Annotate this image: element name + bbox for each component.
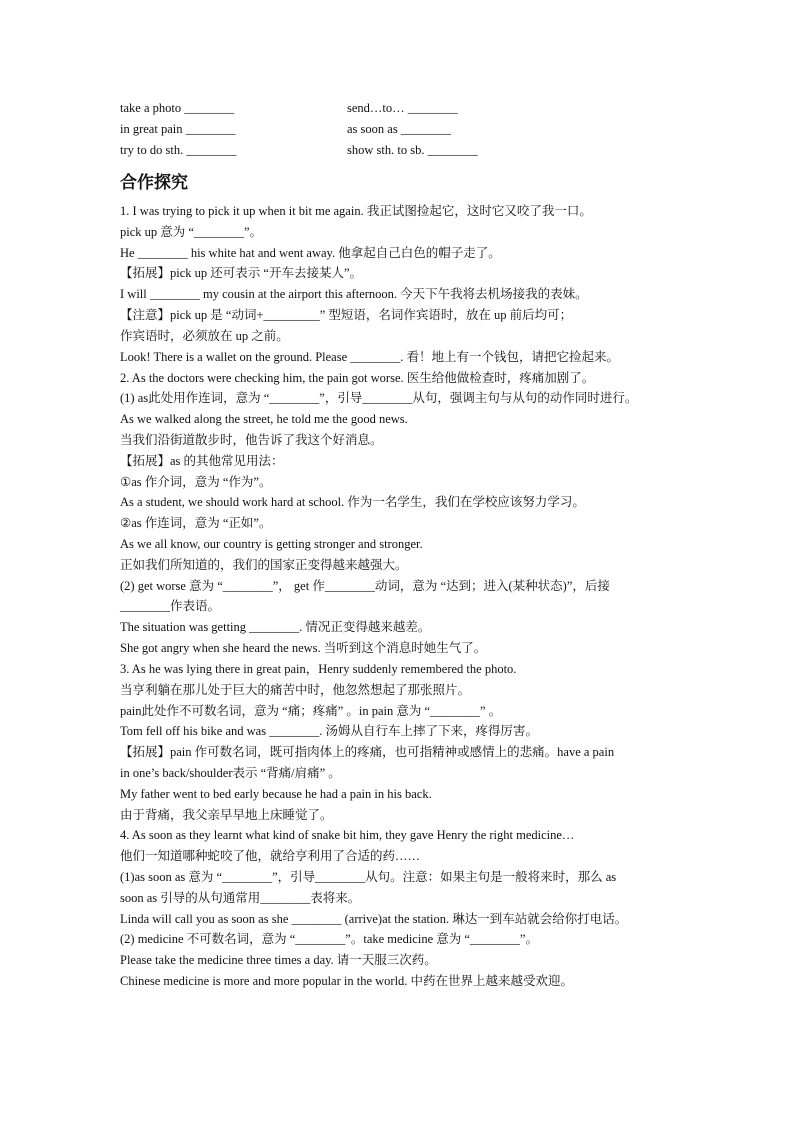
vocab-item: in great pain ________ — [120, 122, 236, 136]
text-line: As we all know, our country is getting stronger and stronger. — [120, 537, 423, 551]
text-line: He ________ his white hat and went away. 他拿起自己白色的帽子走了。 — [120, 245, 501, 260]
text-line: ________作表语。 — [120, 599, 221, 614]
text-line: (1)as soon as 意为 “________”，引导________从句。注意：如果主句是一般将来时，那么 as — [120, 870, 617, 884]
vocab-item: send…to… ________ — [347, 101, 458, 115]
vocab-item: take a photo ________ — [120, 101, 235, 115]
text-line: She got angry when she heard the news. 当听到这个消息时她生气了。 — [120, 641, 487, 656]
text-line: Tom fell off his bike and was ________. 汤姆从自行车上摔了下来，疼得厉害。 — [120, 724, 538, 739]
text-line: Please take the medicine three times a day. 请一天服三次药。 — [120, 953, 437, 968]
text-line: (2) get worse 意为 “________”， get 作________动词，意为 “达到；进入(某种状态)”，后接 — [120, 578, 610, 593]
text-line: 2. As the doctors were checking him, the pain got worse. 医生给他做检查时，疼痛加剧了。 — [120, 370, 595, 385]
text-line: 【注意】pick up 是 “动词+_________” 型短语，名词作宾语时，放在 up 前后均可； — [120, 308, 573, 323]
text-line: 作宾语时，必须放在 up 之前。 — [120, 328, 289, 343]
text-line: pick up 意为 “________”。 — [120, 224, 262, 239]
vocab-item: try to do sth. ________ — [120, 143, 237, 157]
text-line: 正如我们所知道的，我们的国家正变得越来越强大。 — [120, 557, 408, 572]
text-line: ②as 作连词，意为 “正如”。 — [120, 516, 272, 531]
text-line: 3. As he was lying there in great pain，Henry suddenly remembered the photo. — [120, 661, 517, 676]
text-line: I will ________ my cousin at the airport this afternoon. 今天下午我将去机场接我的表妹。 — [120, 287, 588, 302]
vocab-row — [120, 140, 680, 161]
vocab-item: as soon as ________ — [347, 122, 451, 136]
section-title: 合作探究 — [120, 173, 188, 193]
text-line: 由于背痛，我父亲早早地上床睡觉了。 — [120, 807, 333, 822]
text-line: ①as 作介词，意为 “作为”。 — [120, 474, 272, 489]
text-line: 他们一知道哪种蛇咬了他，就给亨利用了合适的药…… — [120, 849, 421, 864]
vocab-item: show sth. to sb. ________ — [347, 143, 478, 157]
text-line: As we walked along the street, he told me the good news. — [120, 412, 408, 427]
vocab-row — [120, 98, 680, 119]
text-line: My father went to bed early because he had a pain in his back. — [120, 786, 432, 801]
text-line: Linda will call you as soon as she ________ (arrive)at the station. 琳达一到车站就会给你打电话。 — [120, 911, 628, 926]
text-line: 【拓展】as 的其他常见用法： — [120, 453, 284, 468]
text-line: (1) as此处用作连词，意为 “________”，引导________从句，强调主句与从句的动作同时进行。 — [120, 391, 638, 406]
text-line: As a student, we should work hard at school. 作为一名学生，我们在学校应该努力学习。 — [120, 495, 585, 510]
exercise-body — [120, 201, 680, 992]
text-line: 【拓展】pain 作可数名词，既可指肉体上的疼痛，也可指精神或感情上的悲痛。have a pain — [120, 745, 615, 760]
text-line: 当亨利躺在那儿处于巨大的痛苦中时，他忽然想起了那张照片。 — [120, 682, 471, 697]
text-line: Look! There is a wallet on the ground. Please ________. 看！地上有一个钱包，请把它捡起来。 — [120, 349, 620, 364]
text-line: pain此处作不可数名词，意为 “痛；疼痛” 。in pain 意为 “________” 。 — [120, 703, 502, 718]
text-line: in one’s back/shoulder表示 “背痛/肩痛” 。 — [120, 765, 341, 780]
text-line: 1. I was trying to pick it up when it bit me again. 我正试图捡起它，这时它又咬了我一口。 — [120, 204, 592, 218]
text-line: The situation was getting ________. 情况正变得越来越差。 — [120, 620, 431, 635]
text-line: 【拓展】pick up 还可表示 “开车去接某人”。 — [120, 266, 362, 281]
text-line: soon as 引导的从句通常用________表将来。 — [120, 890, 361, 905]
text-line: 4. As soon as they learnt what kind of snake bit him, they gave Henry the right medicine… — [120, 828, 575, 843]
text-line: Chinese medicine is more and more popular in the world. 中药在世界上越来越受欢迎。 — [120, 974, 574, 989]
vocab-row — [120, 119, 680, 140]
text-line: 当我们沿街道散步时，他告诉了我这个好消息。 — [120, 432, 383, 447]
vocabulary-list — [120, 98, 680, 161]
text-line: (2) medicine 不可数名词，意为 “________”。take medicine 意为 “________”。 — [120, 932, 538, 947]
